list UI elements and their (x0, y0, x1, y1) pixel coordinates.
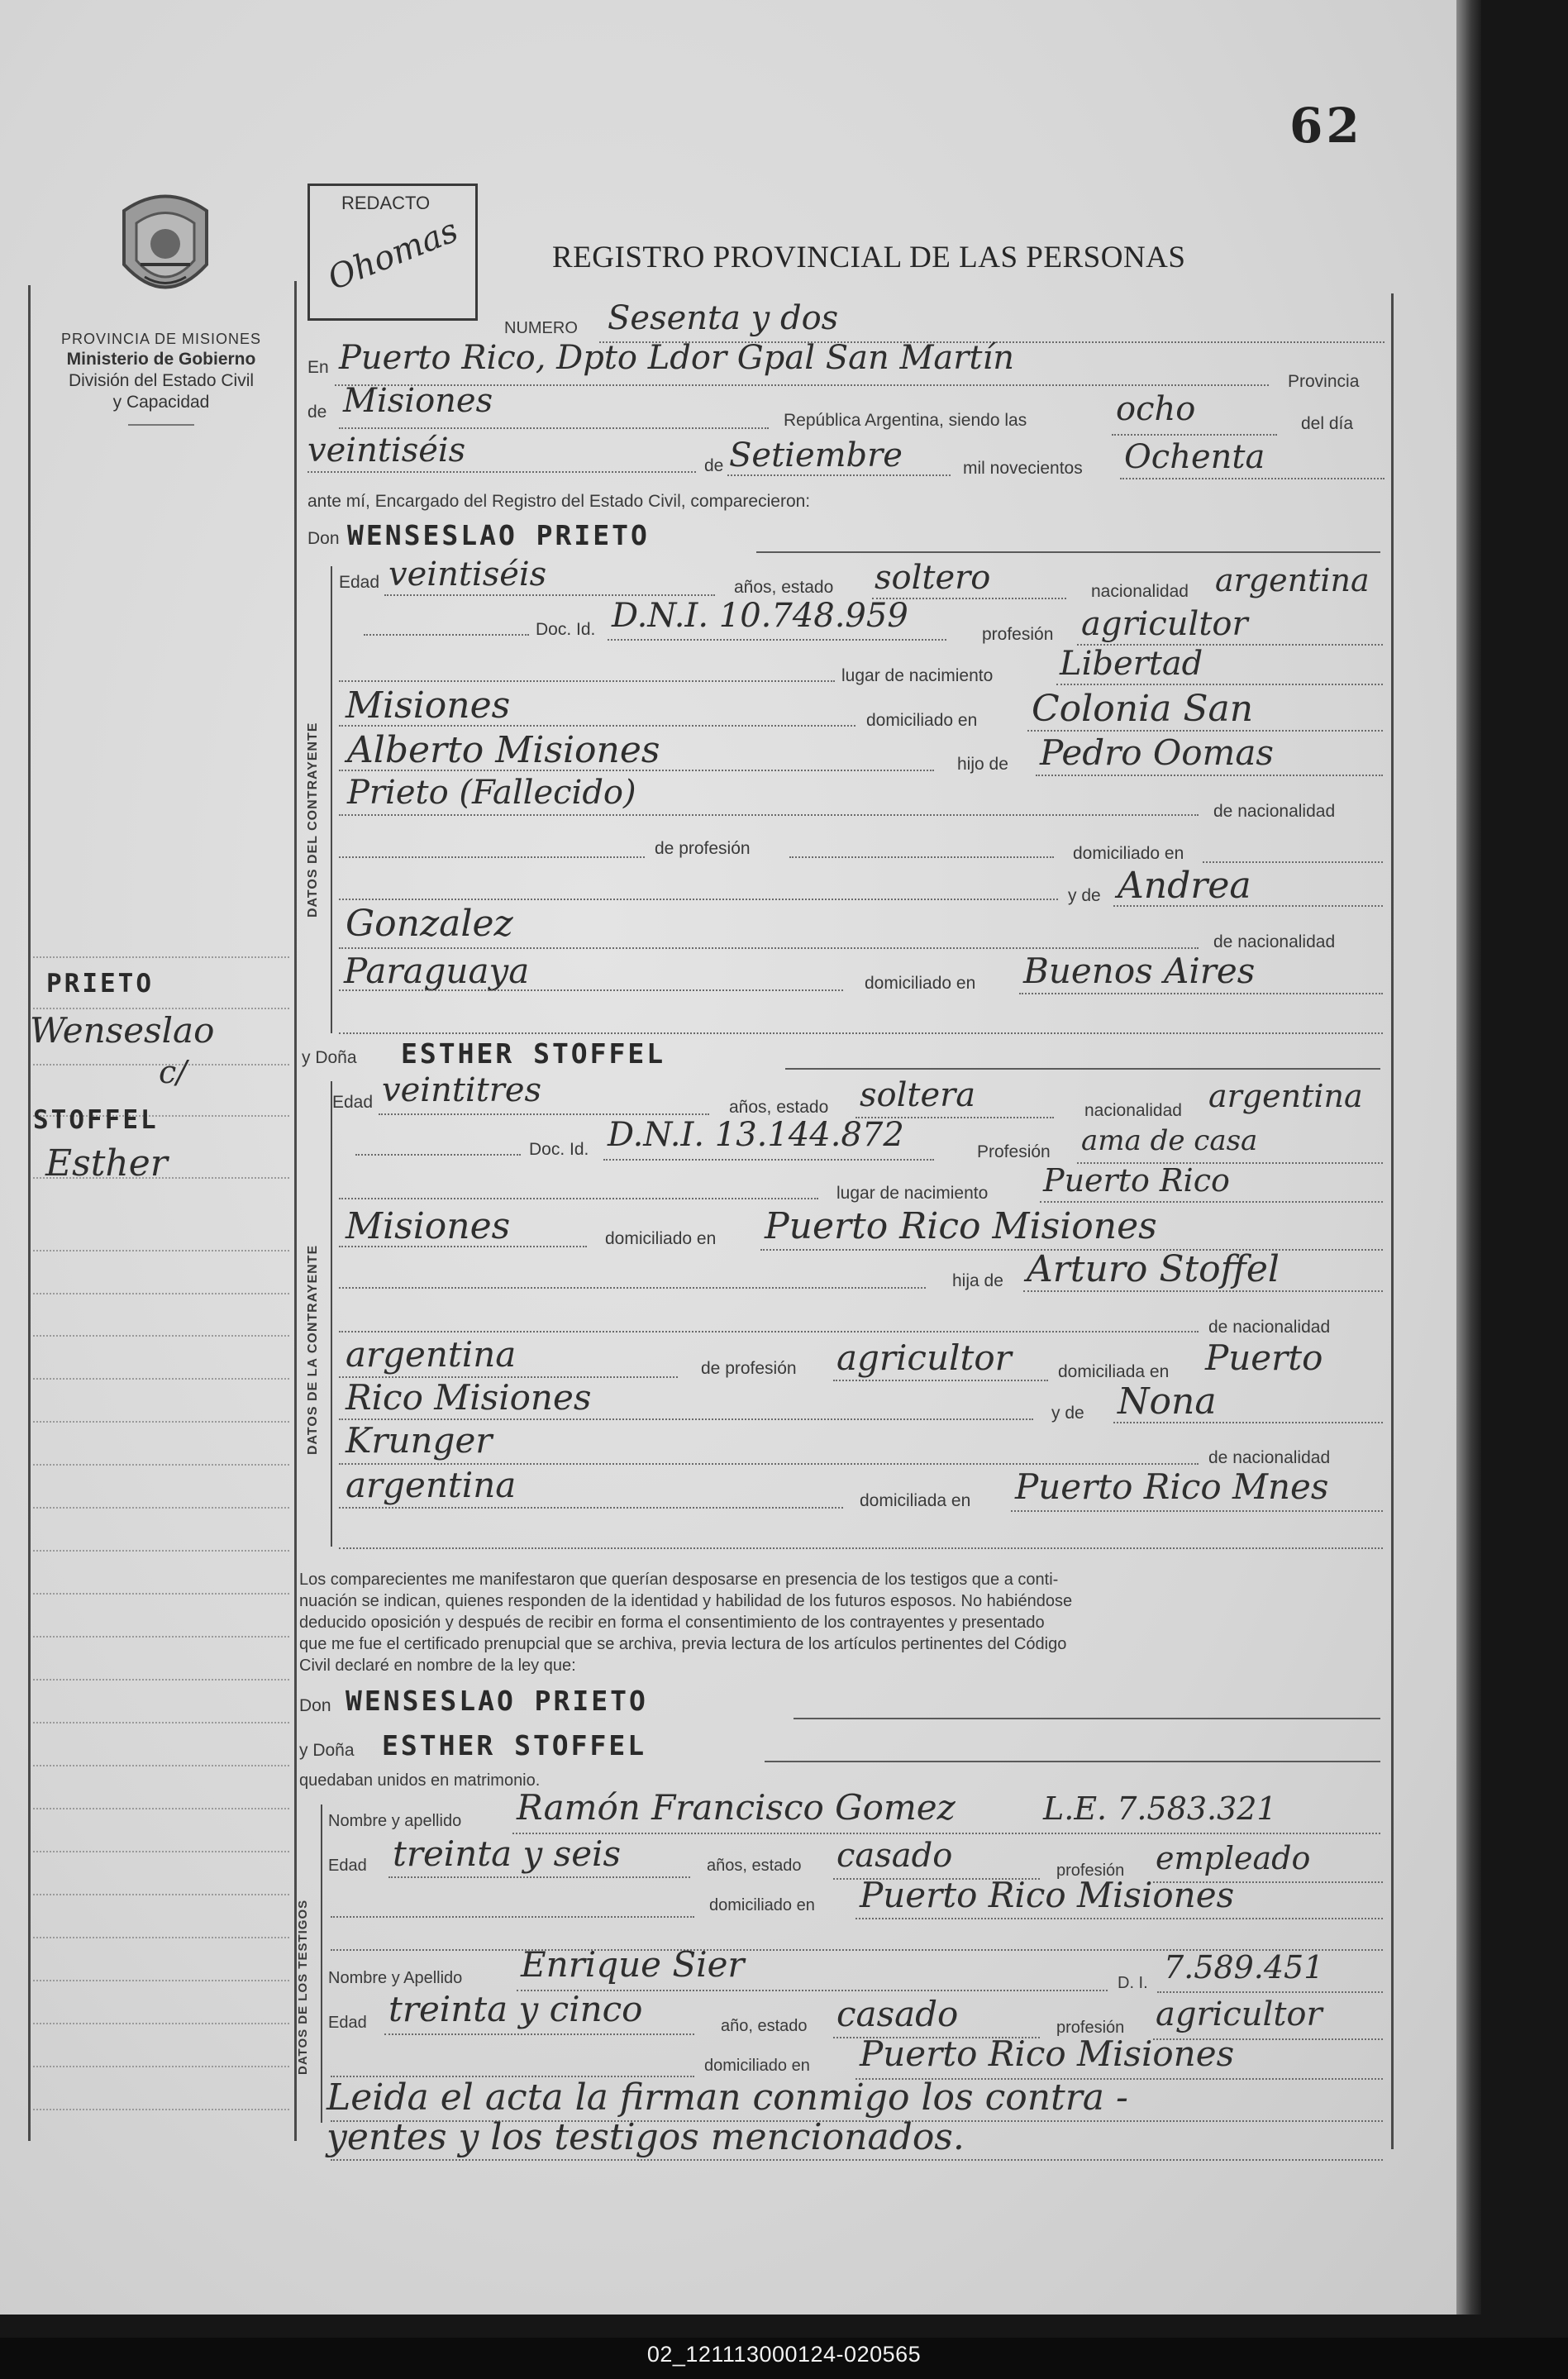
bride-profesion-value: ama de casa (1081, 1124, 1258, 1157)
t2-doc-label: D. I. (1118, 1974, 1148, 1992)
groom-padre-value2: Prieto (Fallecido) (347, 774, 636, 812)
closing-line-1: Leida el acta la firman conmigo los contra - (326, 2076, 1128, 2119)
groom-nacionalidad-label: nacionalidad (1091, 582, 1189, 601)
de-label: de (307, 403, 327, 422)
t2-edad-value: treinta y cinco (388, 1989, 643, 2029)
en-value: Puerto Rico, Dpto Ldor Gpal San Martín (339, 339, 1014, 377)
book-spine (1456, 0, 1481, 2315)
numero-value: Sesenta y dos (608, 299, 839, 337)
statement-line-3: deducido oposición y después de recibir en forma el consentimiento de los contrayentes y presentado (299, 1614, 1045, 1632)
witness-section-label: DATOS DE LOS TESTIGOS (296, 1899, 310, 2075)
dia-value: veintiséis (307, 431, 466, 470)
bride-doc-label: Doc. Id. (529, 1140, 589, 1159)
groom-madre-nac-value: Paraguaya (344, 951, 530, 991)
t1-edad-value: treinta y seis (393, 1833, 622, 1874)
t2-profesion-value: agricultor (1156, 1995, 1323, 2033)
bride-name: ESTHER STOFFEL (401, 1037, 666, 1070)
statement-line-4: que me fue el certificado prenupcial que se archiva, previa lectura de los artículos pertinentes del Código (299, 1635, 1067, 1653)
t2-profesion-label: profesión (1056, 2019, 1125, 2037)
left-header (25, 331, 298, 426)
bride-padre-dom-label: domiciliada en (1058, 1362, 1170, 1381)
groom-domicilio-value2: Alberto Misiones (347, 729, 660, 771)
groom-profesion-label: profesión (982, 625, 1054, 644)
groom-madre-dom-value: Buenos Aires (1023, 951, 1256, 991)
bride-lugar-value: Puerto Rico (1043, 1162, 1230, 1199)
bride-estado-value: soltera (860, 1076, 976, 1114)
statement-don-label: Don (299, 1696, 331, 1715)
groom-domicilio-label: domiciliado en (866, 711, 978, 730)
bride-madre-dom-label: domiciliada en (860, 1491, 971, 1510)
t2-domicilio-label: domiciliado en (704, 2057, 810, 2075)
t2-estado-value: casado (836, 1994, 959, 2034)
t1-domicilio-value: Puerto Rico Misiones (860, 1875, 1235, 1915)
statement-groom-name: WENSESLAO PRIETO (346, 1685, 648, 1717)
redacto-box (307, 184, 478, 321)
bride-y-de-label: y de (1051, 1404, 1084, 1423)
footer-image-id: 02_121113000124-020565 (646, 2342, 922, 2367)
groom-anos-label: años, estado (734, 578, 834, 597)
redacto-signature: Ohomas (322, 211, 464, 298)
groom-madre-value2: Gonzalez (346, 903, 513, 945)
groom-madre-value: Andrea (1118, 865, 1251, 907)
bride-madre-nac-value: argentina (346, 1465, 517, 1505)
capacity-label: y Capacidad (112, 393, 210, 412)
t1-nombre-value: Ramón Francisco Gomez (517, 1787, 956, 1828)
ante-label: ante mí, Encargado del Registro del Estado Civil, comparecieron: (307, 492, 811, 511)
groom-domicilio-value: Colonia San (1032, 688, 1254, 730)
bride-anos-label: años, estado (729, 1098, 829, 1117)
t2-anos-label: año, estado (721, 2017, 808, 2035)
bride-box-rule (331, 1081, 332, 1547)
groom-padre-dom-label: domiciliado en (1073, 844, 1184, 863)
numero-label: NUMERO (504, 319, 578, 337)
groom-doc-value: D.N.I. 10.748.959 (612, 597, 908, 635)
t1-anos-label: años, estado (707, 1857, 802, 1875)
statement-quedaban: quedaban unidos en matrimonio. (299, 1771, 541, 1790)
republica-label: República Argentina, siendo las (784, 411, 1027, 430)
bride-hija-label: hija de (952, 1271, 1003, 1290)
statement-line-1: Los comparecientes me manifestaron que querían desposarse en presencia de los testigos que a conti- (299, 1571, 1059, 1589)
groom-padre-prof-label: de profesión (655, 839, 751, 858)
t2-nombre-value: Enrique Sier (521, 1944, 745, 1985)
margin-note-name-bride: Esther (45, 1142, 168, 1185)
groom-doc-label: Doc. Id. (536, 620, 596, 639)
bride-padre-dom-value2: Rico Misiones (346, 1377, 592, 1418)
t1-doc-value: L.E. 7.583.321 (1043, 1790, 1277, 1827)
coat-of-arms-seal (107, 186, 223, 310)
bride-padre-nac-label: de nacionalidad (1208, 1318, 1331, 1337)
body-right-rule (1391, 293, 1394, 2149)
bride-padre-nac-value: argentina (346, 1334, 517, 1375)
t1-nombre-label: Nombre y apellido (328, 1812, 462, 1830)
bride-nacionalidad-label: nacionalidad (1084, 1101, 1182, 1120)
page-number: 62 (1289, 98, 1363, 154)
bride-domicilio-label: domiciliado en (605, 1229, 717, 1248)
groom-section-label: DATOS DEL CONTRAYENTE (306, 722, 320, 918)
statement-bride-name: ESTHER STOFFEL (382, 1729, 647, 1762)
groom-nacionalidad-value: argentina (1215, 562, 1370, 598)
groom-madre-nac-label: de nacionalidad (1213, 932, 1336, 951)
bride-madre-nac-label: de nacionalidad (1208, 1448, 1331, 1467)
left-margin-rule (28, 285, 31, 2141)
bride-profesion-label: Profesión (977, 1142, 1051, 1161)
groom-hijo-label: hijo de (957, 755, 1008, 774)
t1-edad-label: Edad (328, 1857, 367, 1875)
body-left-rule (294, 281, 297, 2141)
bride-madre-value: Nona (1118, 1380, 1217, 1423)
witness-box-rule (321, 1805, 322, 2123)
t1-estado-value: casado (836, 1837, 953, 1875)
margin-note-surname-bride: STOFFEL (33, 1105, 159, 1135)
anio-value: Ochenta (1124, 438, 1265, 476)
bride-edad-value: veintitres (382, 1071, 542, 1109)
groom-lugar-value: Libertad (1060, 645, 1203, 683)
statement-dona-label: y Doña (299, 1741, 355, 1760)
t1-profesion-label: profesión (1056, 1862, 1125, 1880)
groom-padre-nac-label: de nacionalidad (1213, 802, 1336, 821)
groom-padre-value: Pedro Oomas (1040, 732, 1274, 773)
groom-lugar-value2: Misiones (346, 684, 511, 727)
t1-profesion-value: empleado (1156, 1840, 1311, 1876)
bride-domicilio-value: Puerto Rico Misiones (765, 1205, 1157, 1247)
margin-note-surname-groom: PRIETO (46, 969, 154, 999)
groom-profesion-value: agricultor (1081, 605, 1248, 643)
groom-y-de-label: y de (1068, 886, 1101, 905)
t1-domicilio-label: domiciliado en (709, 1896, 815, 1914)
del-dia-label: del día (1301, 414, 1354, 433)
mil-label: mil novecientos (963, 459, 1083, 478)
bride-doc-value: D.N.I. 13.144.872 (608, 1116, 904, 1154)
bride-madre-dom-value: Puerto Rico Mnes (1015, 1466, 1329, 1507)
groom-lugar-label: lugar de nacimiento (841, 666, 994, 685)
t2-edad-label: Edad (328, 2014, 367, 2032)
margin-note-name-groom: Wenseslao (30, 1010, 215, 1051)
groom-madre-dom-label: domiciliado en (865, 974, 976, 993)
hora-value: ocho (1116, 390, 1196, 428)
bride-section-label: DATOS DE LA CONTRAYENTE (306, 1244, 320, 1455)
redacto-label: REDACTO (341, 193, 431, 213)
bride-edad-label: Edad (332, 1093, 374, 1112)
margin-note-con: c/ (159, 1054, 188, 1090)
bride-lugar-value2: Misiones (346, 1205, 511, 1247)
dona-label: y Doña (302, 1048, 357, 1067)
closing-line-2: yentes y los testigos mencionados. (326, 2116, 965, 2158)
bride-padre-value: Arturo Stoffel (1027, 1248, 1280, 1290)
statement-line-2: nuación se indican, quienes responden de la identidad y habilidad de los futuros esposos. No habiéndose (299, 1592, 1073, 1610)
division-label: División del Estado Civil (68, 371, 255, 390)
groom-estado-value: soltero (875, 559, 991, 597)
statement-line-5: Civil declaré en nombre de la ley que: (299, 1657, 576, 1675)
groom-box-rule (331, 566, 332, 1033)
don-label: Don (307, 529, 340, 548)
register-title: REGISTRO PROVINCIAL DE LAS PERSONAS (552, 241, 1186, 274)
bride-padre-dom-value: Puerto (1205, 1337, 1323, 1378)
en-label: En (307, 358, 329, 377)
groom-name: WENSESLAO PRIETO (347, 519, 650, 551)
groom-edad-label: Edad (339, 573, 380, 592)
bride-madre-value2: Krunger (346, 1420, 493, 1461)
bride-padre-prof-label: de profesión (701, 1359, 797, 1378)
mes-value: Setiembre (729, 436, 903, 474)
groom-edad-value: veintiséis (388, 555, 547, 594)
province-label: PROVINCIA DE MISIONES (60, 331, 262, 347)
provincia-label: Provincia (1288, 372, 1360, 391)
bride-padre-prof-value: agricultor (836, 1337, 1012, 1378)
t2-doc-value: 7.589.451 (1164, 1949, 1324, 1986)
t2-nombre-label: Nombre y Apellido (328, 1969, 463, 1987)
ministry-label: Ministerio de Gobierno (66, 350, 256, 369)
bride-nacionalidad-value: argentina (1208, 1078, 1363, 1114)
de2-label: de (704, 456, 724, 475)
t2-domicilio-value: Puerto Rico Misiones (860, 2033, 1235, 2074)
bride-lugar-label: lugar de nacimiento (836, 1184, 989, 1203)
de-value: Misiones (343, 382, 493, 420)
